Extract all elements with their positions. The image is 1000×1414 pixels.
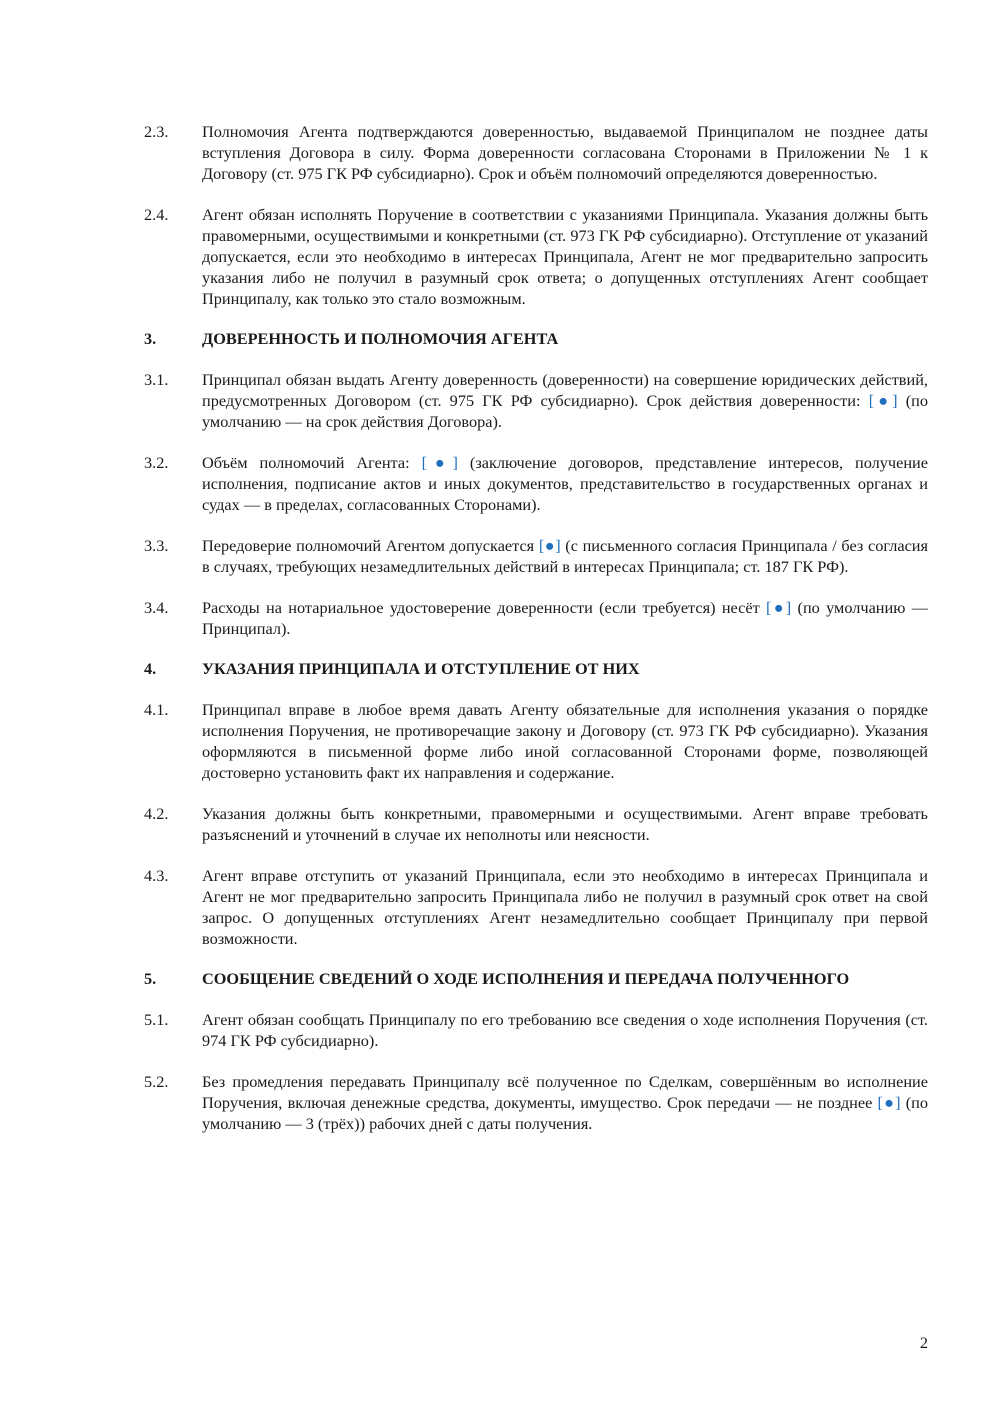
clause-text <box>202 865 928 949</box>
section-heading <box>144 659 928 679</box>
text-run: Агент обязан исполнять Поручение в соответствии с указаниями Принципала. Указания должны быть правомерными, осуществимыми и конкретными (ст. 973 ГК РФ субсидиарно). Отступление от указаний допускается, если это необходимо в интересах Принципала, Агент не мог предварительно запросить указания либо не получил в разумный срок ответа; о допущенных отступлениях Агент сообщает Принципалу, как только это стало возможным. <box>202 205 928 308</box>
placeholder-marker: [●] <box>877 1093 901 1112</box>
placeholder-marker: [●] <box>421 453 458 472</box>
clause-number: 4.1. <box>144 700 169 719</box>
text-run: СООБЩЕНИЕ СВЕДЕНИЙ О ХОДЕ ИСПОЛНЕНИЯ И ПЕРЕДАЧА ПОЛУЧЕННОГО <box>202 969 850 988</box>
clause-number: 3.4. <box>144 598 169 617</box>
clause-text <box>202 535 928 577</box>
text-run: (по умолчанию — на срок действия Договора). <box>202 391 928 431</box>
text-run: Агент вправе отступить от указаний Принципала, если это необходимо в интересах Принципала и Агент не мог предварительно запросить Принципала либо не получил в разумный срок ответ на свой запрос. О допущенных отступлениях Агент незамедлительно сообщает Принципалу при первой возможности. <box>202 866 928 948</box>
clause-text <box>202 121 928 184</box>
text-run: Передоверие полномочий Агентом допускается <box>202 536 539 555</box>
clause <box>144 1071 928 1134</box>
section-number: 5. <box>144 969 157 988</box>
section-title <box>202 659 928 679</box>
section-heading <box>144 329 928 349</box>
clause <box>144 452 928 515</box>
text-run: Объём полномочий Агента: <box>202 453 422 472</box>
clause <box>144 535 928 577</box>
clause-number: 3.1. <box>144 370 169 389</box>
clause-text <box>202 1071 928 1134</box>
text-run: (заключение договоров, представление интересов, получение исполнения, подписание актов и иных документов, представительство в государственных органах и судах — в пределах, согласованных Сторонами). <box>202 453 928 514</box>
clause <box>144 121 928 184</box>
clause <box>144 204 928 309</box>
section-title <box>202 969 928 989</box>
clause-number: 2.4. <box>144 205 169 224</box>
text-run: Без промедления передавать Принципалу всё полученное по Сделкам, совершённым во исполнение Поручения, включая денежные средства, документы, имущество. Срок передачи — не позднее <box>202 1072 928 1112</box>
clause-number: 5.1. <box>144 1010 169 1029</box>
clause <box>144 597 928 639</box>
clause-number: 4.2. <box>144 804 169 823</box>
clause-text <box>202 597 928 639</box>
placeholder-marker: [●] <box>766 598 792 617</box>
section-number: 4. <box>144 659 157 678</box>
clause-number: 3.3. <box>144 536 169 555</box>
text-run: (по умолчанию — Принципал). <box>202 598 928 638</box>
clause-text <box>202 369 928 432</box>
clause <box>144 1009 928 1051</box>
clause-number: 3.2. <box>144 453 169 472</box>
text-run: Агент обязан сообщать Принципалу по его требованию все сведения о ходе исполнения Поручения (ст. 974 ГК РФ субсидиарно). <box>202 1010 928 1050</box>
text-run: Расходы на нотариальное удостоверение доверенности (если требуется) несёт <box>202 598 767 617</box>
clause-number: 2.3. <box>144 122 169 141</box>
placeholder-marker: [●] <box>868 391 898 410</box>
text-run: Принципал обязан выдать Агенту доверенность (доверенности) на совершение юридических действий, предусмотренных Договором (ст. 975 ГК РФ субсидиарно). Срок действия доверенности: <box>202 370 928 410</box>
page-number: 2 <box>919 1333 928 1352</box>
placeholder-marker: [●] <box>538 536 561 555</box>
text-run: Полномочия Агента подтверждаются доверенностью, выдаваемой Принципалом не позднее даты вступления Договора в силу. Форма доверенности согласована Сторонами в Приложении № 1 к Договору (ст. 975 ГК РФ субсидиарно). Срок и объём полномочий определяются доверенностью. <box>202 122 928 183</box>
section-title <box>202 329 928 349</box>
section-number: 3. <box>144 329 157 348</box>
section-heading <box>144 969 928 989</box>
clause-number: 5.2. <box>144 1072 169 1091</box>
document-body <box>144 121 928 1154</box>
clause-text <box>202 803 928 845</box>
clause <box>144 803 928 845</box>
text-run: (с письменного согласия Принципала / без согласия в случаях, требующих незамедлительных действий в интересах Принципала; ст. 187 ГК РФ). <box>202 536 928 576</box>
text-run: Указания должны быть конкретными, правомерными и осуществимыми. Агент вправе требовать разъяснений и уточнений в случае их неполноты или неясности. <box>202 804 928 844</box>
clause <box>144 369 928 432</box>
clause <box>144 865 928 949</box>
clause-number: 4.3. <box>144 866 169 885</box>
text-run: УКАЗАНИЯ ПРИНЦИПАЛА И ОТСТУПЛЕНИЕ ОТ НИХ <box>202 659 640 678</box>
clause-text <box>202 1009 928 1051</box>
clause <box>144 699 928 783</box>
text-run: Принципал вправе в любое время давать Агенту обязательные для исполнения указания о порядке исполнения Поручения, не противоречащие закону и Договору (ст. 973 ГК РФ субсидиарно). Указания оформляются в письменной форме либо иной согласованной Сторонами форме, позволяющей достоверно установить факт их направления и содержание. <box>202 700 928 782</box>
clause-text <box>202 452 928 515</box>
clause-text <box>202 204 928 309</box>
clause-text <box>202 699 928 783</box>
text-run: (по умолчанию — 3 (трёх)) рабочих дней с даты получения. <box>202 1093 928 1133</box>
text-run: ДОВЕРЕННОСТЬ И ПОЛНОМОЧИЯ АГЕНТА <box>202 329 559 348</box>
